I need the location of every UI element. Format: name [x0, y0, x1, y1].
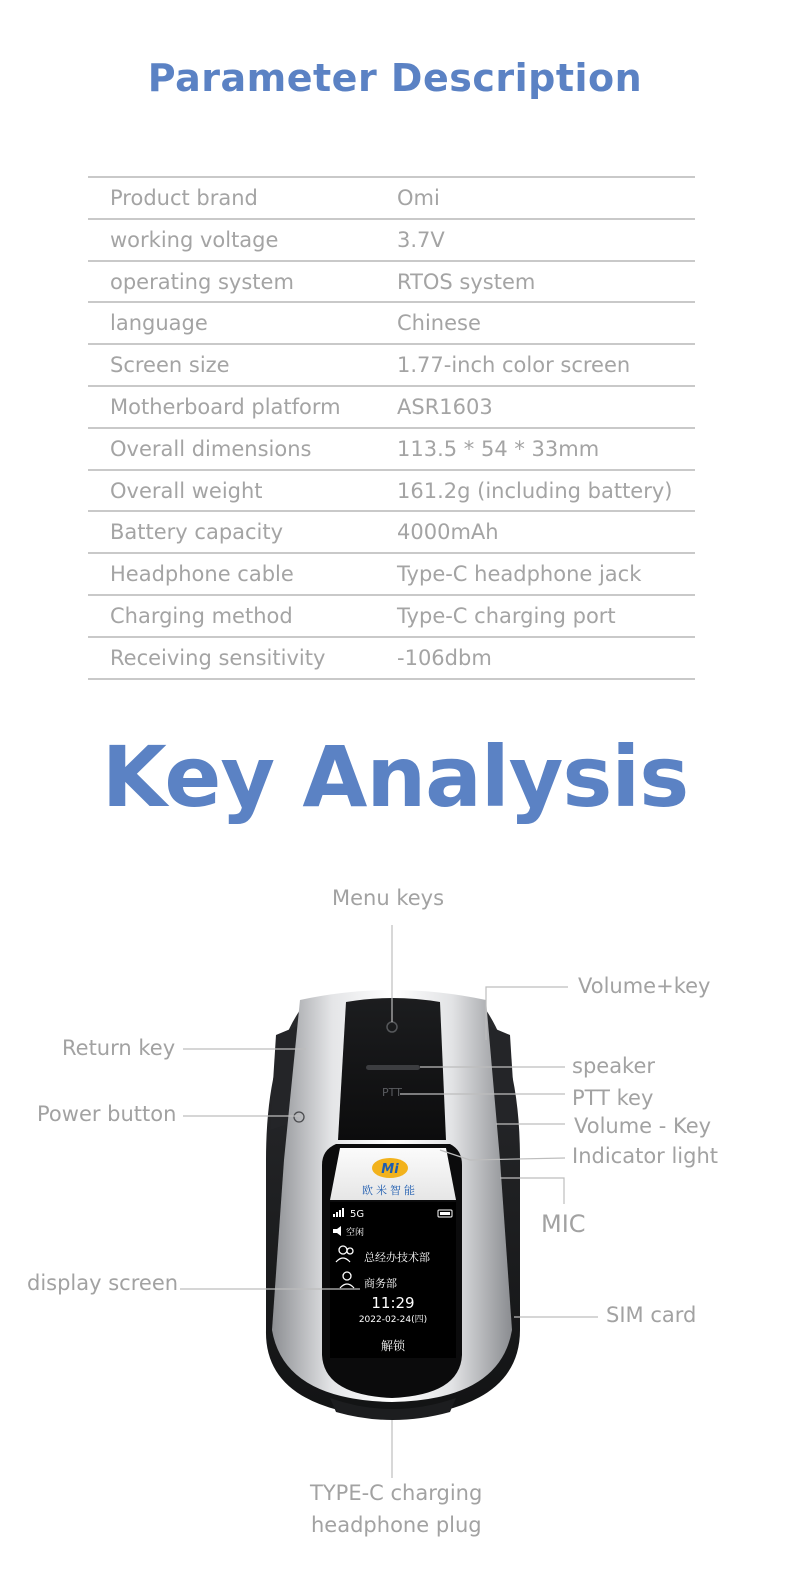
param-label: Headphone cable: [110, 562, 294, 587]
return-key-label: Return key: [62, 1036, 176, 1060]
volume-minus-label: Volume - Key: [574, 1114, 712, 1138]
param-value: 161.2g (including battery): [397, 478, 673, 503]
speaker-slot: [366, 1065, 420, 1070]
param-value: ASR1603: [397, 394, 493, 419]
display-screen-label: display screen: [27, 1271, 179, 1295]
volume-plus-label: Volume+key: [578, 974, 711, 998]
param-value: -106dbm: [397, 645, 492, 670]
param-label: Product brand: [110, 186, 258, 210]
network-text: 5G: [350, 1209, 365, 1220]
parameter-title: Parameter Description: [147, 56, 643, 100]
param-label: Screen size: [110, 353, 230, 378]
param-label: Charging method: [110, 603, 293, 628]
type-c-label-line1: TYPE-C charging: [310, 1481, 483, 1505]
param-value: 1.77-inch color screen: [397, 353, 631, 378]
param-label: Battery capacity: [110, 520, 284, 545]
param-label: Motherboard platform: [110, 394, 341, 419]
mic-label: MIC: [541, 1210, 586, 1238]
clock-date: 2022-02-24(四): [358, 1315, 428, 1325]
key-analysis-title: Key Analysis: [101, 728, 689, 826]
param-label: operating system: [110, 269, 294, 294]
status-text: 空闲: [346, 1228, 365, 1238]
param-value: Omi: [397, 186, 440, 210]
clock-time: 11:29: [371, 1294, 415, 1312]
param-label: working voltage: [110, 227, 279, 252]
param-value: 3.7V: [397, 227, 445, 252]
speaker-label: speaker: [572, 1054, 656, 1078]
param-value: Type-C headphone jack: [397, 562, 642, 587]
sim-card-label: SIM card: [606, 1303, 697, 1327]
unlock-text: 解锁: [380, 1339, 406, 1353]
param-value: 4000mAh: [397, 520, 499, 545]
type-c-label-line2: headphone plug: [311, 1513, 482, 1537]
param-value: RTOS system: [397, 269, 536, 294]
param-label: language: [110, 311, 208, 336]
brand-logo-text: Mi: [381, 1162, 399, 1177]
ptt-key-label: PTT key: [572, 1086, 654, 1110]
brand-name-cn: 欧米智能: [362, 1184, 418, 1197]
ptt-key-text: PTT: [382, 1086, 402, 1099]
param-label: Overall dimensions: [110, 436, 312, 461]
param-label: Overall weight: [110, 478, 263, 503]
menu-keys-label: Menu keys: [332, 886, 445, 910]
indicator-light-label: Indicator light: [572, 1144, 719, 1168]
power-button-label: Power button: [37, 1102, 177, 1126]
group-text: 总经办技术部: [364, 1251, 430, 1264]
param-value: Type-C charging port: [397, 603, 616, 628]
param-value: Chinese: [397, 311, 481, 336]
dept-text: 商务部: [364, 1277, 397, 1290]
param-label: Receiving sensitivity: [110, 645, 326, 670]
param-value: 113.5 * 54 * 33mm: [397, 436, 600, 461]
